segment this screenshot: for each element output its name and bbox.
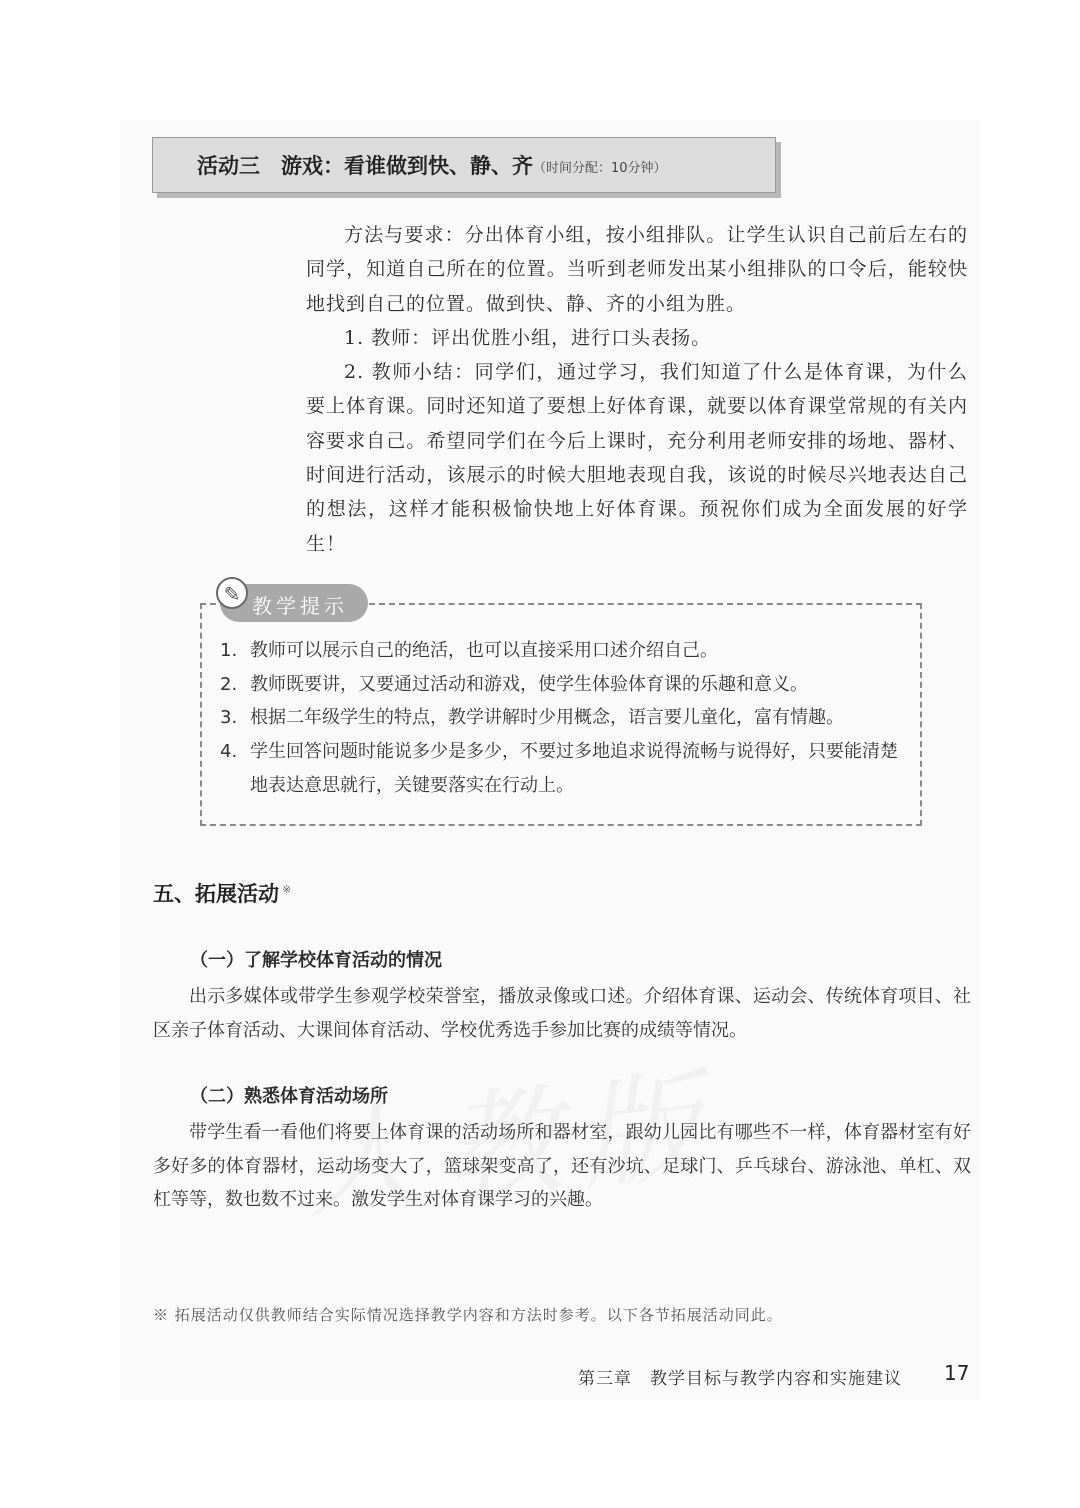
- subsection-title-2: （二）熟悉体育活动场所: [190, 1086, 388, 1107]
- tip-item: 3. 根据二年级学生的特点，教学讲解时少用概念，语言要儿童化，富有情趣。: [220, 707, 844, 729]
- activity-time-allocation: （时间分配：10分钟）: [533, 161, 667, 176]
- activity-title: 活动三 游戏：看谁做到快、静、齐: [197, 154, 533, 178]
- page-number: 17: [944, 1361, 970, 1385]
- teaching-tips-label: 教学提示: [252, 594, 348, 618]
- subsection-paragraph-2: 带学生看一看他们将要上体育课的活动场所和器材室，跟幼儿园比有哪些不一样，体育器材室有好多好多的体育器材，运动场变大了，篮球架变高了，还有沙坑、足球门、乒乓球台、游泳池、单杠、双杠等等，数也数不过来。激发学生对体育课学习的兴趣。: [153, 1122, 971, 1210]
- activity-banner: [152, 137, 776, 193]
- footer-chapter-title: 第三章 教学目标与教学内容和实施建议: [578, 1369, 902, 1389]
- activity-step-1: 1. 教师：评出优胜小组，进行口头表扬。: [344, 326, 712, 349]
- subsection-paragraph-1: 出示多媒体或带学生参观学校荣誉室，播放录像或口述。介绍体育课、运动会、传统体育项目、社区亲子体育活动、大课间体育活动、学校优秀选手参加比赛的成绩等情况。: [153, 986, 971, 1041]
- footnote-mark: ※: [282, 883, 292, 896]
- teaching-tips-list: [220, 634, 910, 803]
- activity-body: [306, 218, 968, 561]
- pen-icon: ✎: [216, 577, 248, 609]
- subsection-title-1: （一）了解学校体育活动的情况: [190, 950, 442, 971]
- tip-item: 4. 学生回答问题时能说多少是多少，不要过多地追求说得流畅与说得好，只要能清楚地表达意思就行，关键要落实在行动上。: [220, 741, 898, 796]
- tip-item: 2. 教师既要讲，又要通过活动和游戏，使学生体验体育课的乐趣和意义。: [220, 673, 808, 695]
- footnote: ※ 拓展活动仅供教师结合实际情况选择教学内容和方法时参考。以下各节拓展活动同此。: [153, 1306, 783, 1324]
- activity-step-2: 2. 教师小结：同学们，通过学习，我们知道了什么是体育课，为什么要上体育课。同时还知道了要想上好体育课，就要以体育课堂常规的有关内容要求自己。希望同学们在今后上课时，充分利用老师安排的场地、器材、时间进行活动，该展示的时候大胆地表现自我，该说的时候尽兴地表达自己的想法，这样才能积极愉快地上好体育课。预祝你们成为全面发展的好学生！: [306, 361, 968, 555]
- activity-method-paragraph: 方法与要求：分出体育小组，按小组排队。让学生认识自己前后左右的同学，知道自己所在的位置。当听到老师发出某小组排队的口令后，能较快地找到自己的位置。做到快、静、齐的小组为胜。: [306, 224, 968, 315]
- section-title-extension: 五、拓展活动 ※: [153, 882, 292, 906]
- tip-item: 1. 教师可以展示自己的绝活，也可以直接采用口述介绍自己。: [220, 640, 718, 661]
